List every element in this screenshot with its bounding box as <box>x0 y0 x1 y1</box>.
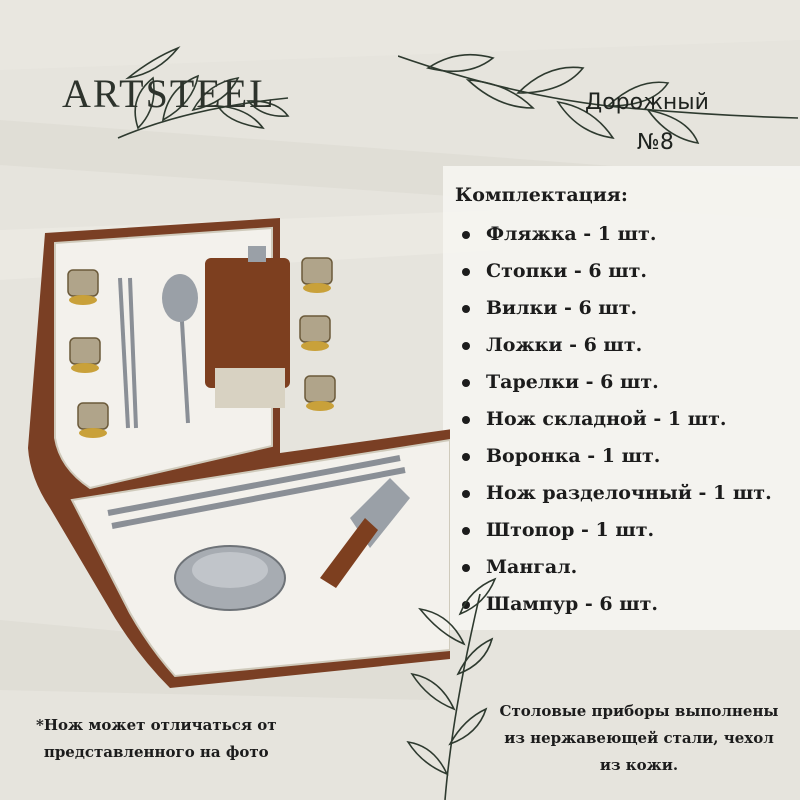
bullet-icon <box>462 305 470 313</box>
bullet-icon <box>462 490 470 498</box>
list-item: Штопор - 1 шт. <box>458 515 772 552</box>
bullet-icon <box>462 564 470 572</box>
bullet-icon <box>462 527 470 535</box>
bullet-icon <box>462 231 470 239</box>
list-item: Нож складной - 1 шт. <box>458 404 772 441</box>
bullet-icon <box>462 342 470 350</box>
picnic-case-illustration <box>20 218 450 688</box>
list-item: Ложки - 6 шт. <box>458 330 772 367</box>
knife-footnote: *Нож может отличаться от представленного на фото <box>36 716 277 761</box>
material-note: Столовые приборы выполнены из нержавеющей стали, чехол из кожи. <box>499 702 779 774</box>
product-title: Дорожный <box>585 90 709 115</box>
list-item: Нож разделочный - 1 шт. <box>458 478 772 515</box>
list-item: Фляжка - 1 шт. <box>458 219 772 256</box>
list-item: Шампур - 6 шт. <box>458 589 772 626</box>
list-item: Мангал. <box>458 552 772 589</box>
bullet-icon <box>462 379 470 387</box>
list-item: Вилки - 6 шт. <box>458 293 772 330</box>
bullet-icon <box>462 416 470 424</box>
contents-list <box>458 219 772 626</box>
contents-heading: Комплектация: <box>455 184 628 206</box>
bullet-icon <box>462 453 470 461</box>
list-item: Воронка - 1 шт. <box>458 441 772 478</box>
bullet-icon <box>462 268 470 276</box>
product-number: №8 <box>637 130 674 155</box>
list-item: Стопки - 6 шт. <box>458 256 772 293</box>
brand-logo: ARTSTEEL <box>62 71 276 116</box>
list-item: Тарелки - 6 шт. <box>458 367 772 404</box>
